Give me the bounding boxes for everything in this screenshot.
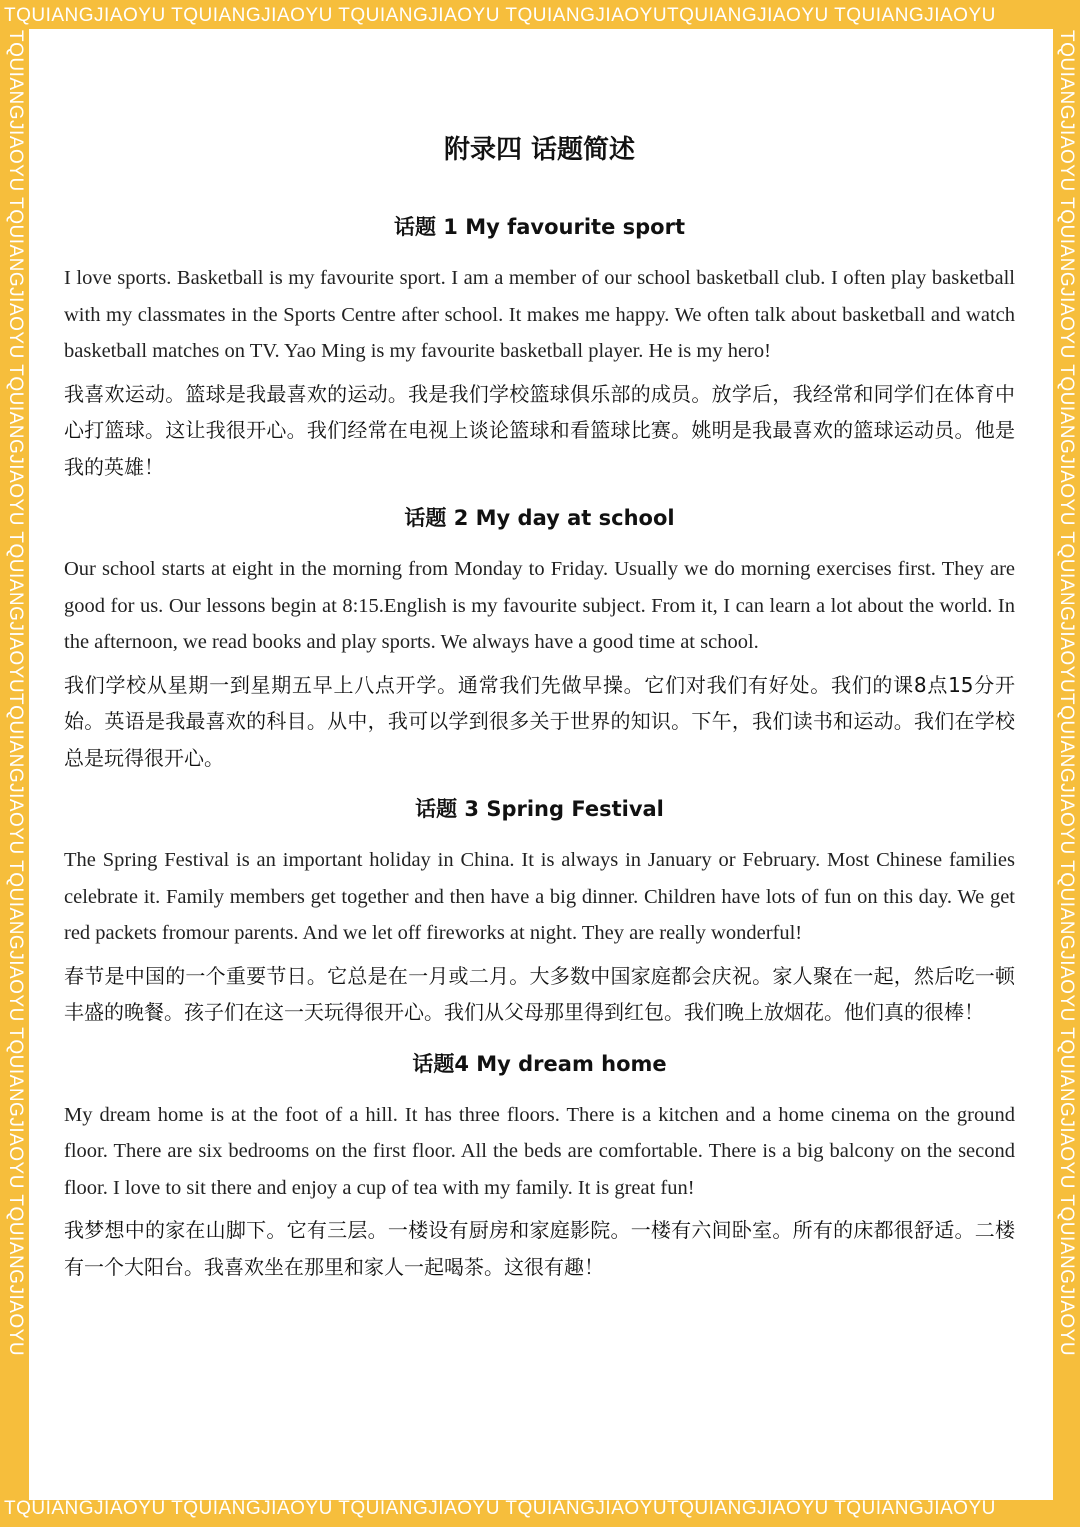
topic-title: 话题 1 My favourite sport [393,215,685,239]
topic-english-text: I love sports. Basketball is my favourite sport. I am a member of our school basketball club. I often play basketball with my classmates in the Sports Centre after school. It makes me happy. We often talk about basketball and watch basketball matches on TV. Yao Ming is my favourite basketball player. He is my hero! [64,267,1015,363]
topic-chinese-text: 我喜欢运动。篮球是我最喜欢的运动。我是我们学校篮球俱乐部的成员。放学后，我经常和同学们在体育中心打篮球。这让我很开心。我们经常在电视上谈论篮球和看篮球比赛。姚明是我最喜欢的篮球运动员。他是我的英雄！ [64,381,1015,479]
topic-chinese-text: 我梦想中的家在山脚下。它有三层。一楼设有厨房和家庭影院。一楼有六间卧室。所有的床都很舒适。二楼有一个大阳台。我喜欢坐在那里和家人一起喝茶。这很有趣！ [64,1218,1015,1279]
watermark-right: TQUIANGJIAOYU TQUIANGJIAOYU TQUIANGJIAOYU TQUIANGJIAOYUTQUIANGJIAOYU TQUIANGJIAOYU TQUIANGJIAOYU TQUIANGJIAOYU [1056,30,1077,1357]
watermark-left: TQUIANGJIAOYU TQUIANGJIAOYU TQUIANGJIAOYU TQUIANGJIAOYUTQUIANGJIAOYU TQUIANGJIAOYU TQUIANGJIAOYU TQUIANGJIAOYU [5,30,26,1357]
topic-english-text: The Spring Festival is an important holiday in China. It is always in January or February. Most Chinese families celebrate it. Family members get together and then have a big dinner. Children have lots of fun on this day. We get red packets fromour parents. And we let off fireworks at night. They are really wonderful! [64,849,1015,945]
document-body [64,120,1015,1285]
topic-english-text: Our school starts at eight in the morning from Monday to Friday. Usually we do morning exercises first. They are good for us. Our lessons begin at 8:15.English is my favourite subject. From it, I can learn a lot about the world. In the afternoon, we read books and play sports. We always have a good time at school. [64,558,1015,654]
topic-2 [64,503,1015,776]
topic-title: 话题4 My dream home [412,1051,667,1076]
topic-1 [64,212,1015,485]
watermark-bottom: TQUIANGJIAOYU TQUIANGJIAOYU TQUIANGJIAOYU TQUIANGJIAOYUTQUIANGJIAOYU TQUIANGJIAOYU [4,1498,996,1519]
watermark-top: TQUIANGJIAOYU TQUIANGJIAOYU TQUIANGJIAOYU TQUIANGJIAOYUTQUIANGJIAOYU TQUIANGJIAOYU [4,5,996,26]
topic-english-text: My dream home is at the foot of a hill. It has three floors. There is a kitchen and a home cinema on the ground floor. There are six bedrooms on the first floor. All the beds are comfortable. There is a big balcony on the second floor. I love to sit there and enjoy a cup of tea with my family. It is great fun! [64,1103,1015,1199]
topic-title: 话题 2 My day at school [404,506,675,530]
topic-title: 话题 3 Spring Festival [415,797,664,821]
topic-4 [64,1049,1015,1286]
topic-3 [64,794,1015,1031]
topic-chinese-text: 我们学校从星期一到星期五早上八点开学。通常我们先做早操。它们对我们有好处。我们的课8点15分开始。英语是我最喜欢的科目。从中，我可以学到很多关于世界的知识。下午，我们读书和运动。我们在学校总是玩得很开心。 [64,672,1015,770]
topic-chinese-text: 春节是中国的一个重要节日。它总是在一月或二月。大多数中国家庭都会庆祝。家人聚在一起，然后吃一顿丰盛的晚餐。孩子们在这一天玩得很开心。我们从父母那里得到红包。我们晚上放烟花。他们真的很棒！ [64,963,1015,1025]
page-title: 附录四 话题简述 [443,135,636,165]
